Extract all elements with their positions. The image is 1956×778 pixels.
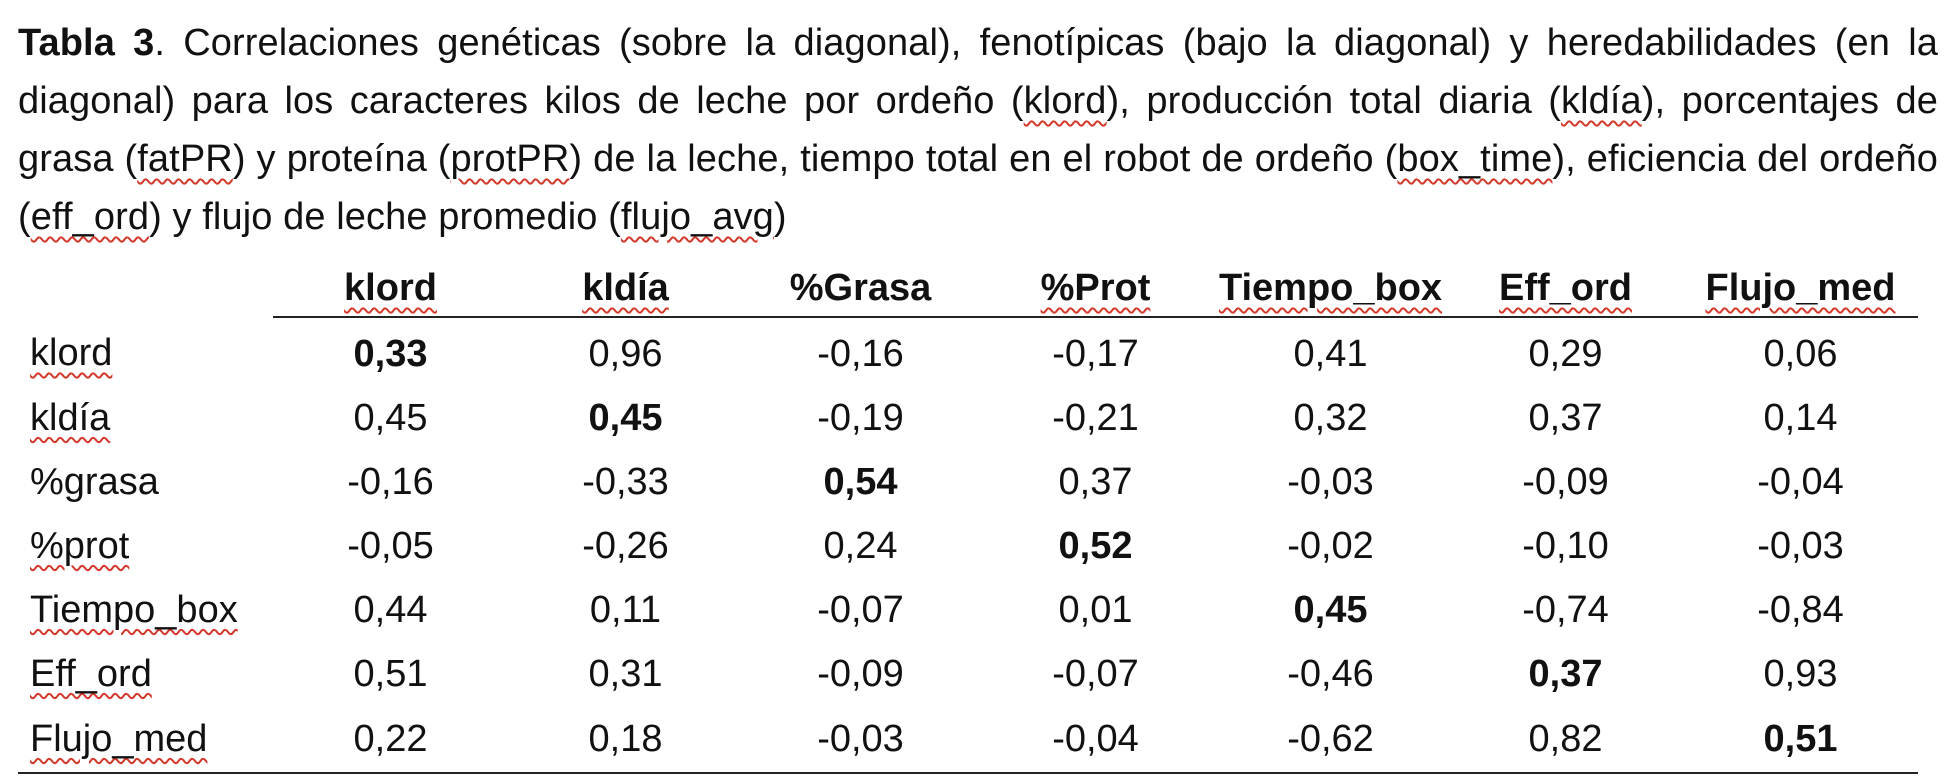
caption-term-protpr: protPR xyxy=(450,138,570,180)
table-row xyxy=(18,578,1918,642)
table-cell-diagonal: 0,45 xyxy=(588,396,663,439)
row-label xyxy=(18,706,273,773)
table-cell: -0,19 xyxy=(817,396,904,439)
caption-term-klord: klord xyxy=(1023,80,1107,122)
table-row xyxy=(18,706,1918,773)
row-label-text: kldía xyxy=(30,396,111,439)
row-label-text: %grasa xyxy=(30,460,159,503)
column-header-label: Eff_ord xyxy=(1499,267,1632,309)
table-cell: -0,09 xyxy=(1522,460,1609,503)
row-label xyxy=(18,317,273,386)
caption-term-eff-ord: eff_ord xyxy=(30,196,150,238)
table-cell: -0,03 xyxy=(1757,524,1844,567)
table-row xyxy=(18,317,1918,386)
table-cell: 0,06 xyxy=(1763,332,1838,375)
table-cell-diagonal: 0,37 xyxy=(1528,652,1603,695)
row-label xyxy=(18,642,273,706)
table-cell: 0,45 xyxy=(353,396,428,439)
caption-text: ) xyxy=(773,196,787,238)
column-header-label: %Prot xyxy=(1040,267,1151,309)
column-header-eff-ord xyxy=(1448,250,1683,317)
column-header-tiempo-box xyxy=(1213,250,1448,317)
table-cell: -0,02 xyxy=(1287,524,1374,567)
table-caption xyxy=(18,14,1938,246)
caption-term-fatpr: fatPR xyxy=(137,138,233,180)
row-label xyxy=(18,450,273,514)
table-cell-diagonal: 0,45 xyxy=(1293,588,1368,631)
table-cell-diagonal: 0,33 xyxy=(353,332,428,375)
column-header-klord xyxy=(273,250,508,317)
caption-text: ), producción total diaria ( xyxy=(1106,80,1562,122)
caption-text: ) de la leche, tiempo total en el robot de ordeño ( xyxy=(569,138,1398,180)
table-cell: -0,74 xyxy=(1522,588,1609,631)
table-cell: 0,01 xyxy=(1058,588,1133,631)
caption-text: ) y proteína ( xyxy=(232,138,451,180)
table-cell: -0,07 xyxy=(1052,652,1139,695)
table-cell-diagonal: 0,54 xyxy=(823,460,898,503)
table-cell: 0,18 xyxy=(508,706,743,773)
table-cell: -0,21 xyxy=(1052,396,1139,439)
document-page xyxy=(18,14,1938,774)
row-label xyxy=(18,514,273,578)
table-cell: -0,84 xyxy=(1757,588,1844,631)
row-label-text: Tiempo_box xyxy=(30,588,238,631)
table-row xyxy=(18,642,1918,706)
table-cell: 0,37 xyxy=(1058,460,1133,503)
table-cell: -0,16 xyxy=(817,332,904,375)
column-header-kldia xyxy=(508,250,743,317)
caption-term-kldia: kldía xyxy=(1561,80,1642,122)
table-cell: 0,11 xyxy=(589,588,662,631)
table-cell: 0,37 xyxy=(1528,396,1603,439)
table-caption-lead: Tabla 3 xyxy=(18,22,155,64)
table-cell: 0,51 xyxy=(353,652,428,695)
row-label-text: klord xyxy=(30,332,113,374)
table-cell: -0,09 xyxy=(817,652,904,695)
table-cell: -0,04 xyxy=(978,706,1213,773)
table-cell: 0,93 xyxy=(1763,652,1838,695)
column-header-label: kldía xyxy=(582,267,669,309)
table-cell: -0,46 xyxy=(1287,652,1374,695)
column-header-flujo-med xyxy=(1683,250,1918,317)
table-cell: -0,62 xyxy=(1213,706,1448,773)
caption-term-box-time: box_time xyxy=(1397,138,1553,180)
table-cell: 0,14 xyxy=(1763,396,1838,439)
table-cell: -0,03 xyxy=(743,706,978,773)
column-header-label: Flujo_med xyxy=(1705,267,1896,309)
table-row xyxy=(18,386,1918,450)
caption-text: . Correlaciones genéticas (sobre la diagonal), fenotípicas (bajo la diagonal) y heredabilidades (en la diagonal) para los caracteres kilos de leche por ordeño ( xyxy=(18,22,1938,122)
column-header-label: %Grasa xyxy=(789,267,932,309)
table-cell: -0,07 xyxy=(817,588,904,631)
table-row xyxy=(18,514,1918,578)
table-cell: 0,32 xyxy=(1293,396,1368,439)
table-cell: 0,96 xyxy=(588,332,663,375)
table-cell: -0,03 xyxy=(1287,460,1374,503)
row-label-text: %prot xyxy=(30,524,130,567)
table-cell: -0,26 xyxy=(582,524,669,567)
column-header-grasa xyxy=(743,250,978,317)
row-label-text: Eff_ord xyxy=(30,652,152,695)
table-cell: 0,44 xyxy=(353,588,428,631)
table-cell: -0,16 xyxy=(347,460,434,503)
column-header-label: klord xyxy=(344,267,437,309)
table-cell: 0,22 xyxy=(273,706,508,773)
table-cell-diagonal: 0,52 xyxy=(1058,524,1133,567)
table-corner-cell xyxy=(18,250,273,317)
correlation-table xyxy=(18,250,1918,774)
row-label xyxy=(18,578,273,642)
table-cell: -0,33 xyxy=(582,460,669,503)
row-label-text: Flujo_med xyxy=(30,717,208,760)
caption-text: ), porcentajes de grasa ( xyxy=(18,80,1939,180)
caption-text: ) y flujo de leche promedio ( xyxy=(149,196,621,238)
caption-term-flujo-avg: flujo_avg xyxy=(620,196,774,238)
table-cell: -0,05 xyxy=(347,524,434,567)
column-header-label: Tiempo_box xyxy=(1218,267,1443,309)
table-cell-diagonal: 0,51 xyxy=(1683,706,1918,773)
table-cell: -0,04 xyxy=(1757,460,1844,503)
table-cell: -0,17 xyxy=(1052,332,1139,375)
table-cell: 0,24 xyxy=(823,524,898,567)
table-cell: 0,31 xyxy=(588,652,663,695)
table-cell: 0,29 xyxy=(1528,332,1603,375)
column-header-prot xyxy=(978,250,1213,317)
caption-text: ), eficiencia del ordeño ( xyxy=(18,138,1938,238)
table-row xyxy=(18,450,1918,514)
table-cell: 0,41 xyxy=(1293,332,1368,375)
table-cell: 0,82 xyxy=(1448,706,1683,773)
table-cell: -0,10 xyxy=(1522,524,1609,567)
table-header-row xyxy=(18,250,1918,317)
row-label xyxy=(18,386,273,450)
